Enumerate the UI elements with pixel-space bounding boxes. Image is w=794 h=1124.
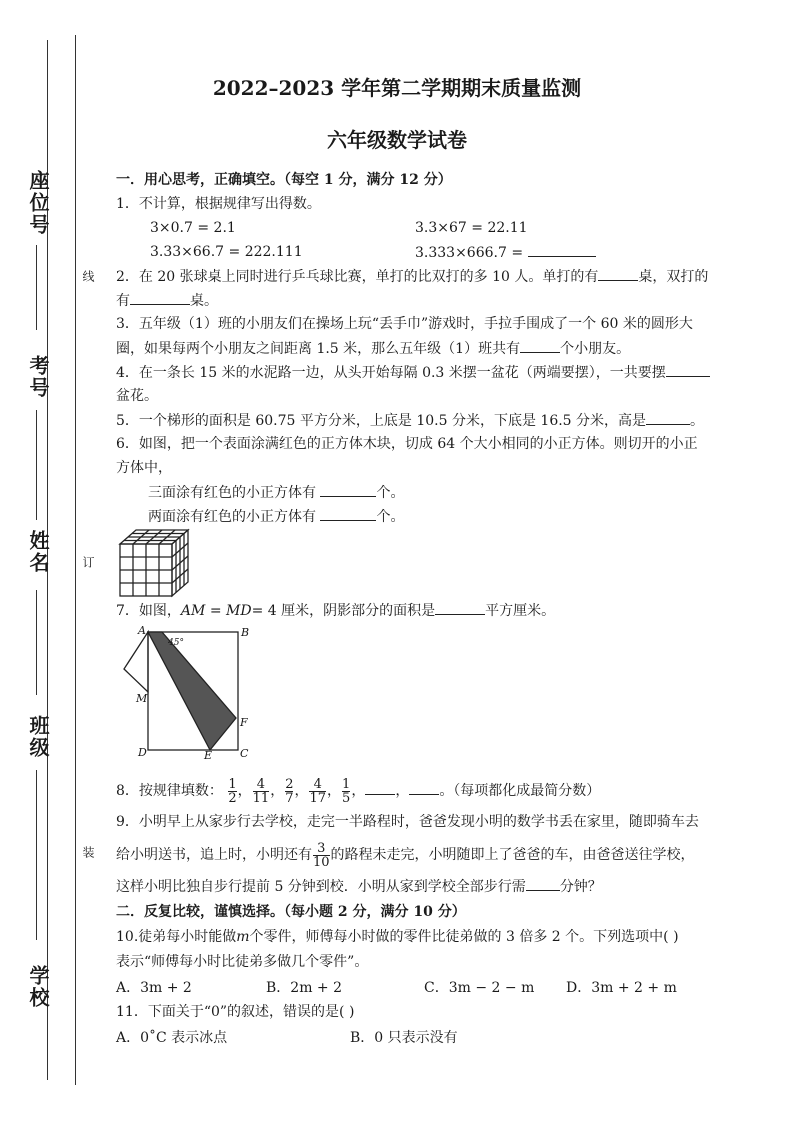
name-field-line[interactable] [36, 590, 37, 695]
q8-frac-1-num: 1 [228, 776, 237, 792]
q9-line1: 9．小明早上从家步行去学校，走完一半路程时，爸爸发现小明的数学书丢在家里，随即骑车去 [116, 814, 699, 830]
q11-line1: 11．下面关于“0”的叙述，错误的是( ) [116, 1004, 355, 1020]
q8-sep: ， [270, 783, 285, 799]
label-F: F [240, 716, 248, 729]
line-mark: 线 [81, 270, 95, 282]
label-D: D [138, 746, 147, 759]
q3-line1: 3．五年级（1）班的小朋友们在操场上玩“丢手巾”游戏时，手拉手围成了一个 60 米的圆形大 [116, 316, 693, 332]
zhuang-mark: 装 [81, 846, 95, 858]
q7-blank[interactable] [435, 600, 485, 615]
q6-line1: 6．如图，把一个表面涂满红色的正方体木块，切成 64 个大小相同的小正方体。则切开的小正 [116, 436, 698, 452]
q7-line [116, 600, 555, 621]
q10-line2: 表示“师傅每小时比徒弟多做几个零件”。 [116, 954, 369, 970]
label-M: M [136, 692, 148, 705]
q8-sep: ， [351, 783, 366, 799]
q8-frac-4-num: 4 [313, 776, 322, 792]
label-B: B [241, 626, 250, 639]
q8-frac-2 [253, 778, 270, 805]
exam-subtitle: 六年级数学试卷 [327, 128, 467, 152]
q8-frac-3 [285, 778, 293, 805]
q8-sep: ， [327, 783, 342, 799]
q3-blank[interactable] [520, 338, 560, 353]
q10-var-m: m [236, 929, 250, 945]
q9-text-b: 给小明送书，追上时，小明还有 [116, 847, 312, 863]
section1-heading: 一．用心思考，正确填空。（每空 1 分，满分 12 分） [116, 172, 452, 188]
q5-line [116, 410, 704, 431]
q6-blank-1[interactable] [320, 482, 376, 497]
class-field-line[interactable] [36, 770, 37, 940]
ding-mark: 订 [81, 556, 95, 568]
q2-text-d: 桌。 [190, 293, 218, 309]
q8-frac-1 [228, 778, 236, 805]
q9-blank[interactable] [526, 876, 560, 891]
q6-line2: 方体中， [116, 460, 172, 476]
q1-expr-4-row [415, 242, 596, 263]
q1-expr-2: 3.3×67 = 22.11 [415, 220, 528, 236]
q9-text-e: 分钟？ [559, 879, 602, 895]
label-A: A [138, 624, 146, 637]
cube-figure [118, 528, 198, 598]
q8-sep: ， [395, 783, 410, 799]
label-angle: 45° [168, 638, 184, 648]
q10-line1 [116, 927, 679, 947]
q9-frac-den: 10 [313, 854, 330, 870]
q6-text-c: 三面涂有红色的小正方体有 [148, 485, 316, 501]
name-label: 姓名 [26, 530, 50, 574]
q8-frac-5-num: 1 [342, 776, 351, 792]
q2-blank-1[interactable] [598, 266, 638, 281]
q2-text-c: 有 [116, 293, 130, 309]
q3-text-b: 圈，如果每两个小朋友之间距离 1.5 米，那么五年级（1）班共有 [116, 341, 521, 357]
q5-text-b: 。 [690, 413, 705, 429]
q9-line2 [116, 840, 695, 870]
q8-blank-1[interactable] [365, 780, 395, 795]
q3-text-c: 个小朋友。 [560, 341, 631, 357]
q9-frac [313, 842, 330, 869]
q4-line2: 盆花。 [116, 388, 158, 404]
q6-line4 [148, 506, 404, 527]
q11-option-b[interactable]: B．0 只表示没有 [350, 1030, 458, 1046]
q1-expr-1: 3×0.7 = 2.1 [150, 220, 236, 236]
q1-text: 1．不计算，根据规律写出得数。 [116, 196, 321, 212]
q7-text-b: = 4 厘米，阴影部分的面积是 [251, 603, 436, 619]
q8-blank-2[interactable] [409, 780, 439, 795]
q1-expr-3: 3.33×66.7 = 222.111 [150, 244, 303, 260]
q8-frac-5 [342, 778, 350, 805]
q6-line3 [148, 482, 404, 503]
q10-option-d[interactable]: D．3m + 2 + m [566, 980, 677, 996]
q10-option-b[interactable]: B．2m + 2 [266, 980, 343, 996]
q1-answer-blank[interactable] [528, 242, 596, 257]
label-E: E [204, 749, 213, 762]
class-label: 班级 [26, 715, 50, 759]
q8-frac-3-num: 2 [285, 776, 294, 792]
q8-frac-1-den: 2 [228, 790, 237, 806]
q6-text-d: 个。 [376, 485, 405, 501]
q10-option-c[interactable]: C．3m − 2 − m [424, 980, 535, 996]
q6-text-f: 个。 [376, 509, 405, 525]
q2-line2 [116, 290, 218, 311]
q9-frac-num: 3 [317, 840, 326, 856]
q9-text-d: 这样小明比独自步行提前 5 分钟到校．小明从家到学校全部步行需 [116, 879, 526, 895]
exam-title: 2022–2023 学年第二学期期末质量监测 [212, 76, 582, 100]
q4-text-a: 4．在一条长 15 米的水泥路一边，从头开始每隔 0.3 米摆一盆花（两端要摆），一共要摆 [116, 365, 666, 381]
q8-frac-4 [309, 778, 326, 805]
q7-text-a: 7．如图， [116, 603, 181, 619]
exam-no-field-line[interactable] [36, 410, 37, 520]
q8-frac-4-den: 17 [309, 790, 327, 806]
q10-text-b: 个零件，师傅每小时做的零件比徒弟做的 3 倍多 2 个。下列选项中( ) [249, 929, 679, 945]
q11-option-a[interactable]: A．0˚C 表示冰点 [116, 1030, 228, 1046]
section2-heading: 二．反复比较，谨慎选择。（每小题 2 分，满分 10 分） [116, 904, 466, 920]
q3-line2 [116, 338, 630, 359]
q10-option-a[interactable]: A．3m + 2 [116, 980, 192, 996]
q6-blank-2[interactable] [320, 506, 376, 521]
q2-line1 [116, 266, 708, 287]
q4-blank[interactable] [666, 362, 710, 377]
q2-text-b: 桌，双打的 [638, 269, 709, 285]
q6-text-e: 两面涂有红色的小正方体有 [148, 509, 316, 525]
q8-text-a: 8．按规律填数： [116, 783, 223, 799]
q8-sep: ， [294, 783, 309, 799]
q8-sep: ， [237, 783, 252, 799]
q2-blank-2[interactable] [130, 290, 190, 305]
seat-label: 座位号 [26, 170, 50, 236]
q8-frac-5-den: 5 [342, 790, 351, 806]
q7-figure [118, 624, 258, 764]
label-C: C [240, 747, 249, 760]
q7-text-c: 平方厘米。 [485, 603, 556, 619]
q1-expr-4: 3.333×666.7 = [415, 245, 524, 261]
q8-frac-3-den: 7 [285, 790, 294, 806]
q8-text-b: 。（每项都化成最简分数） [439, 783, 601, 799]
q9-line3 [116, 876, 602, 897]
school-label: 学校 [26, 965, 50, 1009]
margin-line-inner [75, 35, 76, 1085]
seat-field-line[interactable] [36, 245, 37, 330]
q10-text-a: 10.徒弟每小时能做 [116, 929, 237, 945]
q8-line [116, 776, 600, 806]
exam-no-label: 考号 [26, 355, 50, 399]
q5-blank[interactable] [646, 410, 690, 425]
q2-text-a: 2．在 20 张球桌上同时进行乒乓球比赛，单打的比双打的多 10 人。单打的有 [116, 269, 599, 285]
q8-frac-2-num: 4 [256, 776, 266, 792]
q5-text-a: 5．一个梯形的面积是 60.75 平方分米，上底是 10.5 分米，下底是 16.5 分米，高是 [116, 413, 647, 429]
q9-text-c: 的路程未走完，小明随即上了爸爸的车，由爸爸送往学校， [330, 847, 695, 863]
q7-math: AM = MD [180, 603, 252, 619]
q8-frac-2-den: 11 [252, 790, 270, 806]
q4-line1 [116, 362, 710, 383]
